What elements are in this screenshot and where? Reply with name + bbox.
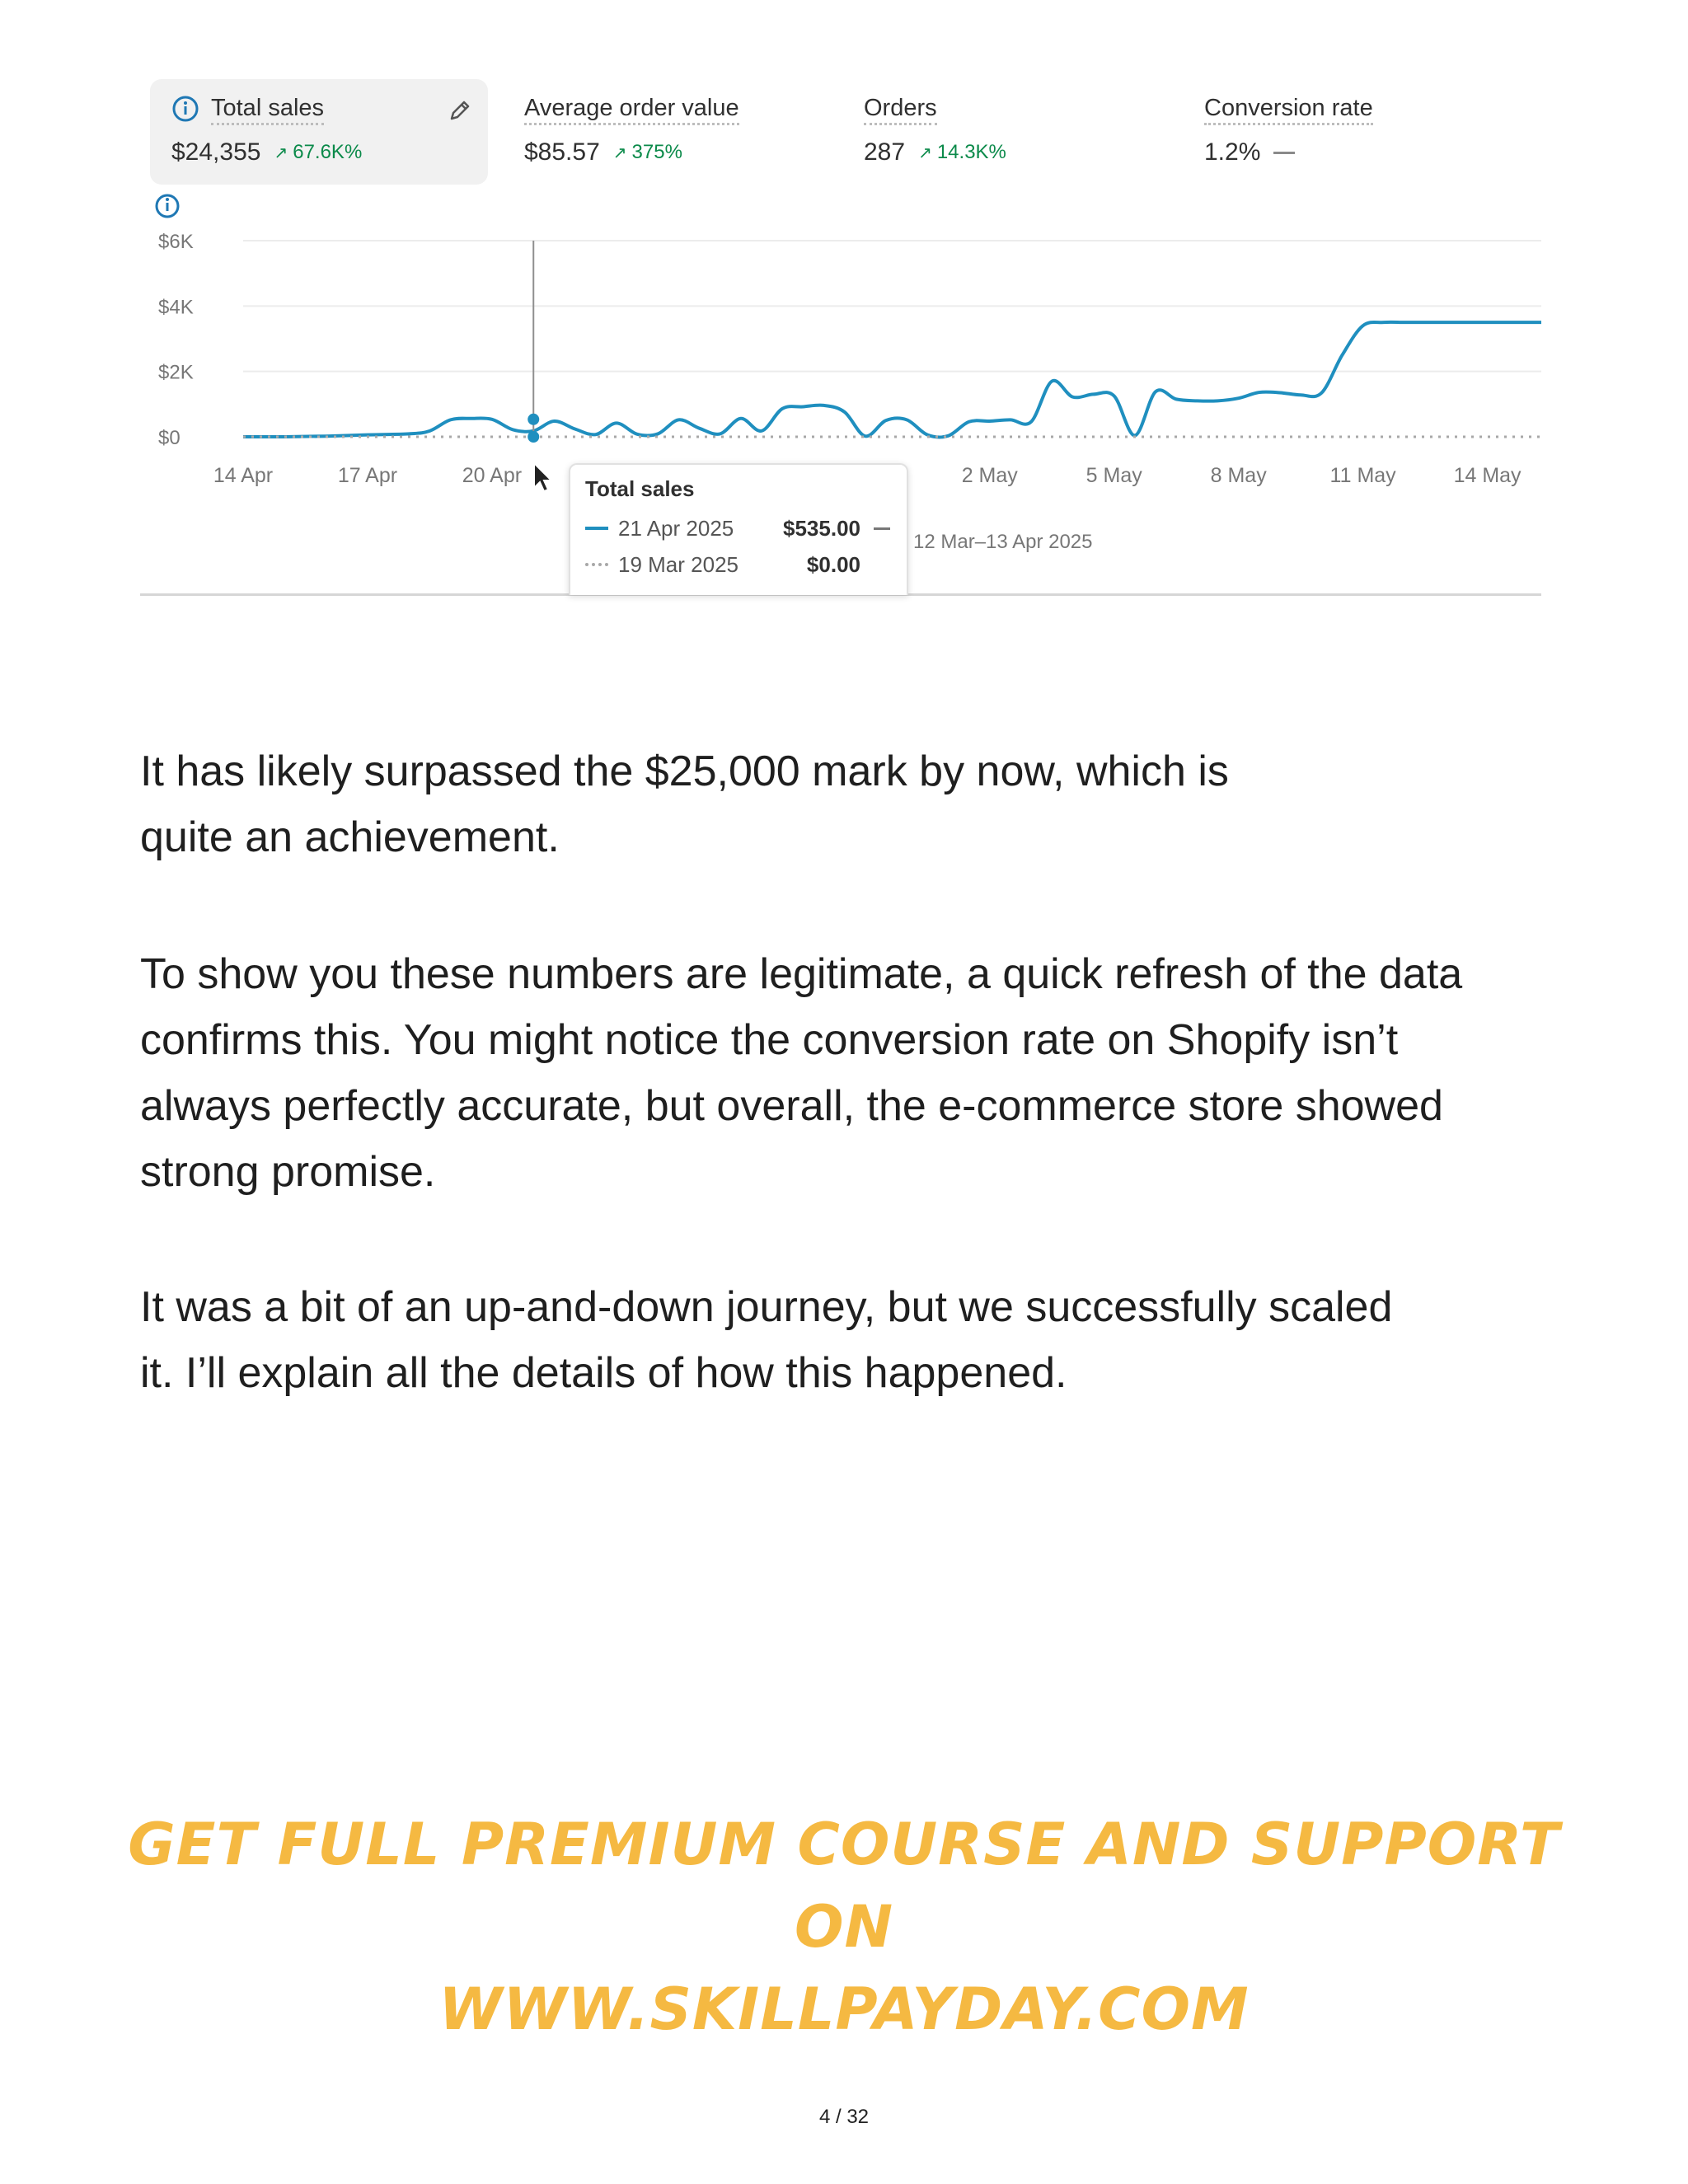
legend-solid-swatch bbox=[585, 527, 608, 530]
x-tick-label: 14 Apr bbox=[213, 464, 274, 487]
metric-value: 1.2% bbox=[1204, 138, 1261, 166]
chart-info-icon[interactable] bbox=[157, 195, 178, 217]
trend-up-arrow-icon: ↗ bbox=[274, 143, 288, 162]
x-tick-label: 5 May bbox=[1085, 464, 1142, 487]
y-tick-label: $0 bbox=[158, 427, 181, 449]
hover-point-comparison bbox=[528, 431, 539, 443]
x-tick-label: 20 Apr bbox=[462, 464, 523, 487]
metric-value: $85.57 bbox=[524, 138, 600, 166]
metric-trend: ↗ 14.3K% bbox=[918, 141, 1006, 163]
promo-line-2: WWW.SKILLPAYDAY.COM bbox=[438, 1975, 1250, 2043]
trend-up-arrow-icon: ↗ bbox=[918, 143, 932, 162]
paragraph-line: It was a bit of an up-and-down journey, but we successfully scaled bbox=[140, 1283, 1393, 1331]
x-tick-label: 17 Apr bbox=[337, 464, 398, 487]
x-tick-label: 11 May bbox=[1329, 464, 1396, 487]
metric-label: Average order value bbox=[524, 96, 739, 126]
trend-up-arrow-icon: ↗ bbox=[612, 143, 627, 162]
tooltip-row-current bbox=[585, 510, 892, 546]
paragraph-line: it. I’ll explain all the details of how this happened. bbox=[140, 1349, 1067, 1397]
paragraph-3 bbox=[140, 1274, 1558, 1406]
hover-point-current bbox=[528, 414, 539, 425]
paragraph-line: It has likely surpassed the $25,000 mark by now, which is bbox=[140, 748, 1229, 795]
metric-value: $24,355 bbox=[171, 138, 261, 166]
promo-banner bbox=[124, 1803, 1564, 2050]
tooltip-date: 19 Mar 2025 bbox=[618, 551, 738, 577]
comparison-range-label: 12 Mar–13 Apr 2025 bbox=[913, 531, 1093, 553]
paragraph-line: To show you these numbers are legitimate, a quick refresh of the data bbox=[140, 950, 1463, 998]
legend-dotted-swatch bbox=[585, 563, 608, 566]
metric-label: Orders bbox=[864, 96, 937, 126]
metric-value: 287 bbox=[864, 138, 906, 166]
tooltip-title: Total sales bbox=[585, 476, 695, 501]
metric-trend: ↗ 67.6K% bbox=[274, 141, 363, 163]
paragraph-line: quite an achievement. bbox=[140, 813, 560, 861]
x-tick-label: 2 May bbox=[961, 464, 1018, 487]
paragraph-line: confirms this. You might notice the conversion rate on Shopify isn’t bbox=[140, 1016, 1399, 1064]
x-tick-label: 14 May bbox=[1453, 464, 1522, 487]
paragraph-1 bbox=[140, 738, 1558, 870]
metric-trend: ↗ 375% bbox=[612, 141, 682, 163]
tooltip-date: 21 Apr 2025 bbox=[618, 515, 734, 541]
tooltip-row-comparison bbox=[585, 546, 892, 583]
y-tick-label: $4K bbox=[158, 296, 194, 319]
page-number: 4 / 32 bbox=[818, 2106, 870, 2128]
paragraph-line: strong promise. bbox=[140, 1148, 436, 1196]
y-tick-label: $6K bbox=[158, 231, 194, 253]
metric-label: Total sales bbox=[211, 96, 324, 126]
promo-line-1: GET FULL PREMIUM COURSE AND SUPPORT ON bbox=[128, 1811, 1560, 1961]
tooltip-value: $0.00 bbox=[806, 551, 860, 577]
dash-icon bbox=[874, 527, 890, 530]
mouse-cursor-icon bbox=[534, 463, 551, 491]
metric-label: Conversion rate bbox=[1204, 96, 1373, 126]
analytics-screenshot bbox=[140, 66, 1541, 596]
total-sales-series-line bbox=[243, 322, 1541, 438]
paragraph-2 bbox=[140, 941, 1558, 1205]
chart-tooltip bbox=[569, 463, 908, 595]
paragraph-line: always perfectly accurate, but overall, the e-commerce store showed bbox=[140, 1082, 1443, 1130]
tooltip-value: $535.00 bbox=[783, 515, 860, 541]
x-tick-label: 8 May bbox=[1210, 464, 1267, 487]
y-tick-label: $2K bbox=[158, 361, 194, 384]
